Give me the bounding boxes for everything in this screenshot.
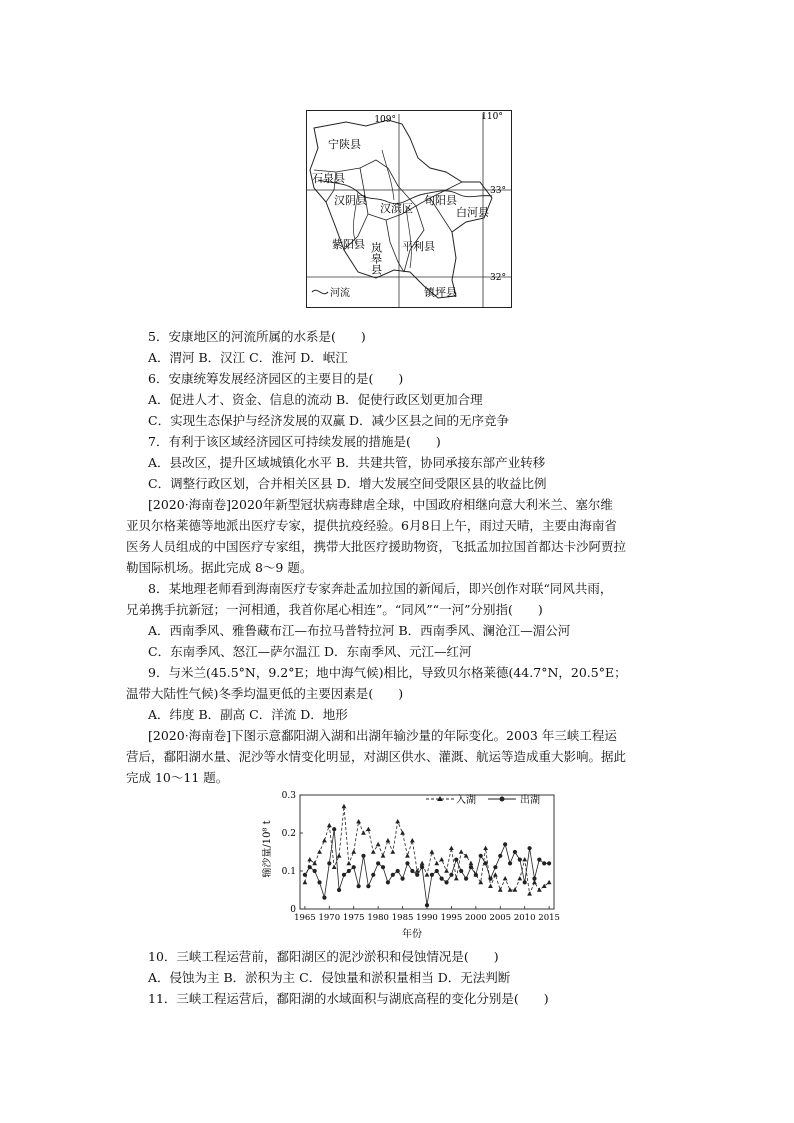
inflow-point [547, 880, 552, 884]
inflow-point [429, 849, 434, 853]
questions-10-11 [126, 946, 686, 1009]
inflow-point [410, 838, 415, 842]
inflow-point [351, 849, 356, 853]
outflow-point [435, 869, 439, 873]
outflow-point [513, 850, 517, 854]
inflow-point [381, 853, 386, 857]
outflow-point [366, 884, 370, 888]
ankang-map [306, 110, 512, 308]
inflow-point [542, 884, 547, 888]
label-pingli: 平利县 [402, 240, 435, 253]
chart-xlabel: 年份 [402, 929, 422, 939]
outflow-point [444, 880, 448, 884]
outflow-point [396, 869, 400, 873]
outflow-point [337, 888, 341, 892]
question-8-cont: 兄弟携手抗新冠；一河相通，我首你尾心相连”。“同风”“一河”分别指( ) [126, 602, 543, 617]
outflow-series-line [305, 829, 549, 905]
x-tick-label: 2000 [465, 913, 487, 923]
inflow-point [322, 838, 327, 842]
inflow-point [342, 804, 347, 808]
inflow-series-line [305, 806, 549, 893]
question-6-options-cd[interactable]: C．实现生态保护与经济发展的双赢 D．减少区县之间的无序竞争 [148, 413, 510, 428]
label-hanbin: 汉滨区 [380, 202, 413, 215]
inflow-point [386, 838, 391, 842]
inflow-point [366, 827, 371, 831]
outflow-point [405, 861, 409, 865]
outflow-point [488, 877, 492, 881]
question-7: 7．有利于该区域经济园区可持续发展的措施是( ) [148, 434, 441, 449]
outflow-point [352, 865, 356, 869]
outflow-point [547, 861, 551, 865]
inflow-point [307, 857, 312, 861]
x-tick-label: 2005 [489, 913, 512, 923]
question-6: 6．安康统筹发展经济园区的主要目的是( ) [148, 371, 404, 386]
outflow-point [391, 873, 395, 877]
x-tick-label: 1995 [440, 913, 463, 923]
inflow-point [425, 872, 430, 876]
question-8-options-cd[interactable]: C．东南季风、怒江—萨尔温江 D．东南季风、元江—红河 [148, 644, 472, 659]
question-8: 8．某地理老师看到海南医疗专家奔赴孟加拉国的新闻后，即兴创作对联“同风共雨， [148, 581, 613, 596]
inflow-point [390, 849, 395, 853]
outflow-point [430, 873, 434, 877]
inflow-point [444, 868, 449, 872]
x-tick-label: 1965 [294, 913, 316, 923]
outflow-point [303, 873, 307, 877]
question-8-options-ab[interactable]: A．西南季风、雅鲁藏布江—布拉马普特拉河 B．西南季风、澜沧江—湄公河 [148, 623, 571, 638]
outflow-point [415, 873, 419, 877]
passage-line: 医务人员组成的中国医疗专家组，携带大批医疗援助物资，飞抵孟加拉国首都达卡沙阿贾拉 [126, 539, 627, 554]
outflow-point [381, 865, 385, 869]
inflow-point [434, 861, 439, 865]
inflow-point [317, 849, 322, 853]
inflow-point [312, 861, 317, 865]
outflow-point [449, 873, 453, 877]
inflow-point [483, 846, 488, 850]
label-baihe: 白河县 [456, 206, 489, 219]
inflow-point [537, 887, 542, 891]
lon-label-109: 109° [374, 115, 396, 125]
outflow-point [400, 877, 404, 881]
passage-hainan [126, 494, 686, 578]
outflow-point [327, 861, 331, 865]
outflow-point [317, 880, 321, 884]
questions-8-9 [126, 578, 686, 725]
passage-line: 完成 10～11 题。 [126, 770, 229, 785]
inflow-point [517, 876, 522, 880]
chart-ylabel: 输沙量/10⁸ t [262, 820, 273, 878]
passage-line: 营后，鄱阳湖水量、泥沙等水情变化明显，对湖区供水、灌溉、航运等造成重大影响。据此 [126, 749, 627, 764]
question-10: 10．三峡工程运营前，鄱阳湖区的泥沙淤积和侵蚀情况是( ) [148, 949, 499, 964]
question-9-cont: 温带大陆性气候)冬季均温更低的主要因素是( ) [126, 686, 404, 701]
label-ziyang: 紫阳县 [332, 238, 365, 251]
outflow-point [425, 903, 429, 907]
lat-label-32: 32° [490, 273, 506, 283]
inflow-point [527, 891, 532, 895]
inflow-point [337, 853, 342, 857]
inflow-point [498, 887, 503, 891]
legend-outflow-label: 出湖 [520, 795, 540, 806]
outflow-point [527, 846, 531, 850]
inflow-point [376, 842, 381, 846]
outflow-point [376, 861, 380, 865]
inflow-point [469, 861, 474, 865]
passage-line: [2020·海南卷]下图示意鄱阳湖入湖和出湖年输沙量的年际变化。2003 年三峡工程运 [148, 728, 617, 743]
inflow-point [493, 872, 498, 876]
questions-5-7 [126, 326, 686, 494]
question-7-options-ab[interactable]: A．县改区，提升区域城镇化水平 B．共建共管，协同承接东部产业转移 [148, 455, 546, 470]
outflow-point [498, 854, 502, 858]
sediment-chart [262, 787, 562, 939]
x-tick-label: 2010 [513, 913, 536, 923]
inflow-point [327, 823, 332, 827]
legend-inflow-label: 入湖 [456, 795, 476, 806]
legend-circle-marker [500, 797, 505, 802]
inflow-point [508, 887, 513, 891]
inflow-point [371, 849, 376, 853]
outflow-point [484, 861, 488, 865]
y-tick-label: 0.2 [281, 829, 296, 839]
outflow-point [479, 854, 483, 858]
inflow-point [332, 865, 337, 869]
outflow-point [332, 827, 336, 831]
inflow-point [454, 876, 459, 880]
inflow-point [302, 880, 307, 884]
inflow-point [405, 853, 410, 857]
inflow-point [361, 830, 366, 834]
y-tick-label: 0.3 [281, 791, 296, 801]
x-tick-label: 1985 [391, 913, 414, 923]
inflow-point [356, 819, 361, 823]
river-legend-label: 河流 [330, 288, 350, 299]
outflow-point [518, 858, 522, 862]
outflow-point [474, 873, 478, 877]
outflow-point [454, 858, 458, 862]
outflow-point [440, 877, 444, 881]
question-11: 11．三峡工程运营后，鄱阳湖的水域面积与湖底高程的变化分别是( ) [148, 991, 549, 1006]
outflow-point [342, 873, 346, 877]
label-xunyang: 旬阳县 [424, 194, 457, 207]
outflow-point [361, 854, 365, 858]
outflow-point [464, 877, 468, 881]
label-zhenping: 镇坪县 [424, 286, 457, 299]
legend-triangle-marker [437, 796, 443, 801]
outflow-point [537, 858, 541, 862]
inflow-point [449, 846, 454, 850]
inflow-point [346, 861, 351, 865]
lat-label-33: 33° [490, 186, 506, 196]
outflow-point [459, 869, 463, 873]
outflow-point [493, 865, 497, 869]
x-tick-label: 1970 [318, 913, 341, 923]
inflow-point [420, 861, 425, 865]
inflow-point [459, 849, 464, 853]
inflow-point [395, 819, 400, 823]
passage-line: 亚贝尔格莱德等地派出医疗专家，提供抗疫经验。6月8日上午，雨过天晴，主要由海南省 [126, 518, 617, 533]
label-ningshan: 宁陕县 [328, 138, 361, 151]
x-tick-label: 1975 [342, 913, 365, 923]
y-tick-label: 0.1 [281, 867, 296, 877]
question-7-options-cd[interactable]: C．调整行政区划，合并相关区县 D．增大发展空间受限区县的收益比例 [148, 476, 547, 491]
question-5-options[interactable]: A．渭河 B．汉江 C．淮河 D．岷江 [148, 350, 348, 365]
inflow-point [488, 884, 493, 888]
x-tick-label: 1980 [367, 913, 389, 923]
passage-line: [2020·海南卷]2020年新型冠状病毒肆虐全球，中国政府相继向意大利米兰、塞尔维 [148, 497, 613, 512]
x-tick-label: 1990 [416, 913, 438, 923]
outflow-point [410, 869, 414, 873]
outflow-point [503, 842, 507, 846]
x-tick-label: 2015 [538, 913, 560, 923]
outflow-point [508, 861, 512, 865]
outflow-point [469, 865, 473, 869]
passage-line: 勒国际机场。据此完成 8～9 题。 [126, 560, 313, 575]
outflow-point [386, 880, 390, 884]
lon-label-110: 110° [481, 112, 503, 122]
label-shiquan: 石泉县 [312, 172, 345, 185]
question-5: 5．安康地区的河流所属的水系是( ) [148, 329, 366, 344]
outflow-point [347, 869, 351, 873]
inflow-point [522, 857, 527, 861]
inflow-point [503, 876, 508, 880]
question-6-options-ab[interactable]: A．促进人才、资金、信息的流动 B．促使行政区划更加合理 [148, 392, 483, 407]
outflow-point [322, 896, 326, 900]
outflow-point [523, 880, 527, 884]
question-9-options[interactable]: A．纬度 B．副高 C．洋流 D．地形 [148, 707, 348, 722]
outflow-point [371, 873, 375, 877]
inflow-point [513, 887, 518, 891]
y-tick-label: 0 [290, 905, 296, 915]
question-10-options[interactable]: A．侵蚀为主 B．淤积为主 C．侵蚀量和淤积量相当 D．无法判断 [148, 970, 511, 985]
label-langao: 岚皋县 [369, 242, 383, 275]
outflow-point [542, 861, 546, 865]
inflow-point [464, 853, 469, 857]
outflow-point [313, 869, 317, 873]
inflow-point [400, 830, 405, 834]
outflow-point [357, 884, 361, 888]
outflow-point [420, 865, 424, 869]
passage-poyang [126, 725, 686, 788]
outflow-point [308, 865, 312, 869]
outflow-point [532, 877, 536, 881]
question-9: 9．与米兰(45.5°N，9.2°E；地中海气候)相比，导致贝尔格莱德(44.7°N，20.5°E； [148, 665, 627, 680]
label-hanyin: 汉阴县 [334, 194, 367, 207]
inflow-point [439, 857, 444, 861]
